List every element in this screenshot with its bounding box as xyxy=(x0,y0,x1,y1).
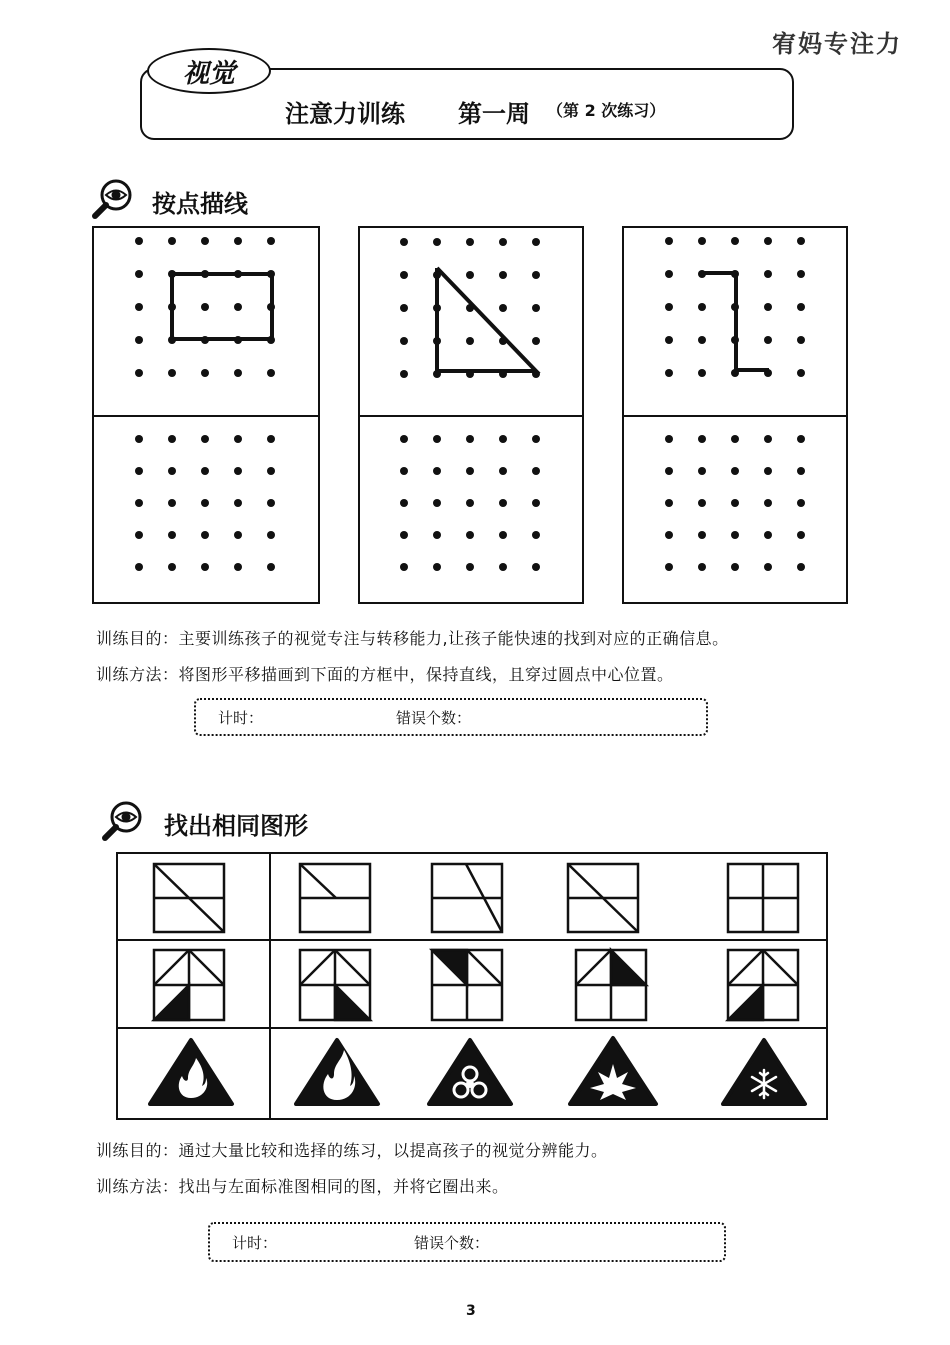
dot-panel-rectangle xyxy=(92,226,320,604)
grid-dot xyxy=(400,337,408,345)
section2-method xyxy=(96,1174,509,1197)
grid-dot xyxy=(201,531,209,539)
grid-dot xyxy=(201,303,209,311)
grid-dot xyxy=(665,336,673,344)
grid-dot xyxy=(466,531,474,539)
grid-dot xyxy=(532,531,540,539)
section2-timer-box[interactable] xyxy=(208,1222,726,1262)
grid-dot xyxy=(400,499,408,507)
grid-dot xyxy=(731,467,739,475)
dot-grid-example xyxy=(624,228,846,417)
grid-dot xyxy=(665,369,673,377)
grid-dot xyxy=(532,435,540,443)
grid-dot xyxy=(466,238,474,246)
grid-dot xyxy=(135,435,143,443)
grid-dot xyxy=(400,370,408,378)
section2-goal xyxy=(96,1138,608,1161)
practice-label: （第 2 次练习） xyxy=(547,101,666,120)
grid-dot xyxy=(731,435,739,443)
grid-dot xyxy=(665,435,673,443)
grid-dot xyxy=(433,337,441,345)
section2-title: 找出相同图形 xyxy=(164,812,308,840)
grid-dot xyxy=(135,237,143,245)
grid-dot xyxy=(665,303,673,311)
grid-dot xyxy=(234,531,242,539)
grid-dot xyxy=(532,370,540,378)
grid-dot xyxy=(135,270,143,278)
grid-dot xyxy=(731,237,739,245)
dot-grid xyxy=(400,435,540,571)
section1-title: 按点描线 xyxy=(152,190,248,218)
goal-text: 主要训练孩子的视觉专注与转移能力,让孩子能快速的找到对应的正确信息。 xyxy=(178,629,729,648)
grid-dot xyxy=(764,303,772,311)
grid-dot xyxy=(731,563,739,571)
grid-dot xyxy=(135,303,143,311)
grid-dot xyxy=(665,270,673,278)
grid-dot xyxy=(731,369,739,377)
grid-dot xyxy=(400,467,408,475)
grid-dot xyxy=(532,304,540,312)
grid-dot xyxy=(201,563,209,571)
grid-dot xyxy=(499,370,507,378)
grid-dot xyxy=(135,467,143,475)
grid-dot xyxy=(168,369,176,377)
grid-dot xyxy=(400,304,408,312)
week-label: 第一周 xyxy=(458,100,530,128)
dot-grid-blank[interactable] xyxy=(624,415,846,602)
grid-dot xyxy=(532,337,540,345)
grid-dot xyxy=(764,563,772,571)
grid-dot xyxy=(135,369,143,377)
grid-dot xyxy=(764,531,772,539)
grid-dot xyxy=(433,304,441,312)
grid-dot xyxy=(433,563,441,571)
grid-dot xyxy=(267,369,275,377)
magnifier-eye-icon xyxy=(102,800,144,842)
grid-dot xyxy=(168,303,176,311)
grid-dot xyxy=(168,270,176,278)
grid-dot xyxy=(665,531,673,539)
dot-grid xyxy=(400,238,540,378)
grid-dot xyxy=(267,336,275,344)
grid-dot xyxy=(267,499,275,507)
grid-dot xyxy=(698,531,706,539)
grid-dot xyxy=(499,238,507,246)
header-tab: 视觉 xyxy=(147,48,271,94)
grid-dot xyxy=(466,467,474,475)
grid-dot xyxy=(731,531,739,539)
errors-label: 错误个数： xyxy=(414,1233,490,1252)
dot-grid-example xyxy=(360,228,582,417)
grid-dot xyxy=(234,499,242,507)
grid-dot xyxy=(532,238,540,246)
grid-dot xyxy=(201,467,209,475)
grid-dot xyxy=(400,271,408,279)
grid-dot xyxy=(466,271,474,279)
grid-dot xyxy=(764,435,772,443)
goal-label: 训练目的： xyxy=(96,629,179,648)
grid-dot xyxy=(267,467,275,475)
section1-goal xyxy=(96,626,729,649)
grid-dot xyxy=(499,337,507,345)
dot-grid-blank[interactable] xyxy=(94,415,318,602)
grid-dot xyxy=(698,336,706,344)
grid-dot xyxy=(234,467,242,475)
grid-dot xyxy=(499,531,507,539)
grid-dot xyxy=(797,467,805,475)
timer-label: 计时： xyxy=(232,1233,278,1252)
dot-grid xyxy=(665,435,805,571)
grid-dot xyxy=(201,369,209,377)
shape-table xyxy=(116,852,828,1120)
grid-dot xyxy=(433,435,441,443)
grid-dot xyxy=(400,563,408,571)
grid-dot xyxy=(797,336,805,344)
section1-method xyxy=(96,662,674,685)
dot-grid-example xyxy=(94,228,318,417)
grid-dot xyxy=(499,271,507,279)
grid-dot xyxy=(234,563,242,571)
grid-dot xyxy=(433,370,441,378)
dot-panel-triangle xyxy=(358,226,584,604)
grid-dot xyxy=(433,531,441,539)
grid-dot xyxy=(201,336,209,344)
grid-dot xyxy=(731,499,739,507)
grid-dot xyxy=(797,531,805,539)
grid-dot xyxy=(267,303,275,311)
grid-dot xyxy=(499,499,507,507)
dot-grid-blank[interactable] xyxy=(360,415,582,602)
grid-dot xyxy=(698,369,706,377)
grid-dot xyxy=(466,337,474,345)
grid-dot xyxy=(433,467,441,475)
grid-dot xyxy=(400,435,408,443)
dot-grid xyxy=(135,435,275,571)
grid-dot xyxy=(764,237,772,245)
grid-dot xyxy=(234,435,242,443)
grid-dot xyxy=(698,499,706,507)
grid-dot xyxy=(665,499,673,507)
grid-dot xyxy=(466,499,474,507)
dot-grid xyxy=(135,237,275,377)
grid-dot xyxy=(797,270,805,278)
magnifier-eye-icon xyxy=(92,178,134,220)
grid-dot xyxy=(797,435,805,443)
grid-dot xyxy=(267,270,275,278)
grid-dot xyxy=(797,563,805,571)
grid-dot xyxy=(201,237,209,245)
grid-dot xyxy=(433,271,441,279)
grid-dot xyxy=(764,270,772,278)
errors-label: 错误个数： xyxy=(396,708,472,727)
grid-dot xyxy=(466,563,474,571)
page-number: 3 xyxy=(466,1303,476,1319)
grid-dot xyxy=(797,303,805,311)
grid-dot xyxy=(499,563,507,571)
grid-dot xyxy=(135,531,143,539)
grid-dot xyxy=(267,563,275,571)
method-text: 将图形平移描画到下面的方框中，保持直线，且穿过圆点中心位置。 xyxy=(178,665,674,684)
grid-dot xyxy=(698,270,706,278)
grid-dot xyxy=(400,531,408,539)
grid-dot xyxy=(234,369,242,377)
grid-dot xyxy=(665,237,673,245)
grid-dot xyxy=(764,336,772,344)
grid-dot xyxy=(168,336,176,344)
grid-dot xyxy=(698,563,706,571)
grid-dot xyxy=(665,467,673,475)
grid-dot xyxy=(234,336,242,344)
grid-dot xyxy=(731,303,739,311)
grid-dot xyxy=(665,563,673,571)
grid-dot xyxy=(731,336,739,344)
dot-panel-hook xyxy=(622,226,848,604)
grid-dot xyxy=(234,270,242,278)
grid-dot xyxy=(201,270,209,278)
timer-label: 计时： xyxy=(218,708,264,727)
grid-dot xyxy=(466,370,474,378)
grid-dot xyxy=(201,435,209,443)
grid-dot xyxy=(267,531,275,539)
grid-dot xyxy=(201,499,209,507)
grid-dot xyxy=(797,369,805,377)
grid-dot xyxy=(499,435,507,443)
grid-dot xyxy=(168,237,176,245)
goal-label: 训练目的： xyxy=(96,1141,179,1160)
grid-dot xyxy=(234,237,242,245)
grid-dot xyxy=(698,467,706,475)
method-label: 训练方法： xyxy=(96,1177,179,1196)
grid-dot xyxy=(135,336,143,344)
grid-dot xyxy=(797,499,805,507)
grid-dot xyxy=(532,563,540,571)
grid-dot xyxy=(499,304,507,312)
grid-dot xyxy=(168,499,176,507)
section1-timer-box[interactable] xyxy=(194,698,708,736)
grid-dot xyxy=(764,499,772,507)
goal-text: 通过大量比较和选择的练习，以提高孩子的视觉分辨能力。 xyxy=(178,1141,608,1160)
method-label: 训练方法： xyxy=(96,665,179,684)
grid-dot xyxy=(168,467,176,475)
grid-dot xyxy=(234,303,242,311)
grid-dot xyxy=(267,237,275,245)
grid-dot xyxy=(433,238,441,246)
grid-dot xyxy=(168,435,176,443)
grid-dot xyxy=(698,237,706,245)
grid-dot xyxy=(698,435,706,443)
grid-dot xyxy=(764,467,772,475)
grid-dot xyxy=(532,467,540,475)
grid-dot xyxy=(433,499,441,507)
grid-dot xyxy=(168,563,176,571)
grid-dot xyxy=(532,271,540,279)
grid-dot xyxy=(168,531,176,539)
grid-dot xyxy=(532,499,540,507)
page-title: 注意力训练 xyxy=(285,100,405,128)
grid-dot xyxy=(499,467,507,475)
grid-dot xyxy=(764,369,772,377)
grid-dot xyxy=(797,237,805,245)
grid-dot xyxy=(731,270,739,278)
grid-dot xyxy=(466,304,474,312)
grid-dot xyxy=(135,563,143,571)
brand-label: 宥妈专注力 xyxy=(772,30,902,58)
grid-dot xyxy=(135,499,143,507)
grid-dot xyxy=(400,238,408,246)
grid-dot xyxy=(466,435,474,443)
method-text: 找出与左面标准图相同的图，并将它圈出来。 xyxy=(178,1177,509,1196)
grid-dot xyxy=(267,435,275,443)
grid-dot xyxy=(698,303,706,311)
